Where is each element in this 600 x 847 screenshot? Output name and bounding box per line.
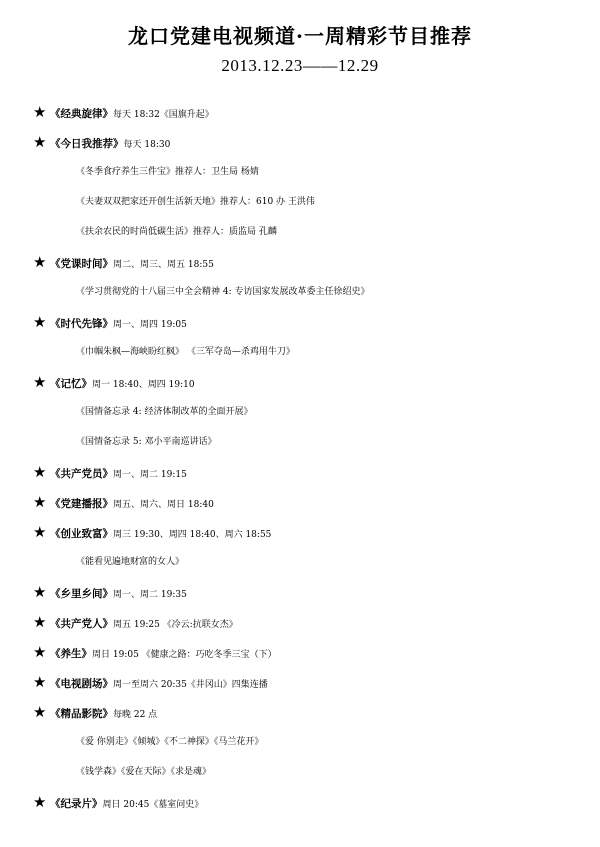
program-name: 《时代先锋》 [50, 318, 113, 330]
page-title: 龙口党建电视频道·一周精彩节目推荐 [128, 24, 472, 48]
program-schedule: 周五 19:25 《冷云:抗联女杰》 [113, 620, 238, 630]
program-row [0, 457, 600, 487]
program-name: 《党课时间》 [50, 258, 113, 270]
episode-line [0, 727, 600, 757]
program-row [0, 667, 600, 697]
program-name: 《党建播报》 [50, 498, 113, 510]
program-name: 《今日我推荐》 [50, 138, 124, 150]
episode-line [0, 397, 600, 427]
program-schedule: 周日 19:05 《健康之路：巧吃冬季三宝（下） [92, 650, 277, 660]
program-row [0, 577, 600, 607]
star-icon: ★ [33, 103, 47, 121]
episode-text: 《国情备忘录 5: 邓小平南巡讲话》 [76, 437, 217, 447]
program-row [0, 517, 600, 547]
star-icon: ★ [33, 673, 47, 691]
star-icon: ★ [33, 463, 47, 481]
program-list [0, 97, 600, 817]
program-name: 《创业致富》 [50, 528, 113, 540]
program-schedule: 周一、周四 19:05 [113, 320, 187, 330]
program-name: 《乡里乡间》 [50, 588, 113, 600]
program-schedule: 周一 18:40、周四 19:10 [92, 380, 195, 390]
date-range: 2013.12.23——12.29 [221, 56, 379, 75]
star-icon: ★ [33, 523, 47, 541]
episode-line [0, 187, 600, 217]
program-schedule: 每天 18:32《国旗升起》 [113, 110, 214, 120]
program-name: 《共产党人》 [50, 618, 113, 630]
program-schedule: 每晚 22 点 [113, 710, 158, 720]
program-name: 《记忆》 [50, 378, 92, 390]
episode-line [0, 217, 600, 247]
program-row [0, 367, 600, 397]
episode-text: 《钱学森》《爱在天际》《求是魂》 [76, 767, 212, 777]
star-icon: ★ [33, 703, 47, 721]
program-row [0, 97, 600, 127]
program-row [0, 787, 600, 817]
program-row [0, 697, 600, 727]
program-name: 《精品影院》 [50, 708, 113, 720]
episode-line [0, 547, 600, 577]
star-icon: ★ [33, 253, 47, 271]
program-schedule: 周三 19:30、周四 18:40、周六 18:55 [113, 530, 272, 540]
program-schedule: 每天 18:30 [123, 140, 171, 150]
program-row [0, 247, 600, 277]
episode-text: 《能看见遍地财富的女人》 [76, 557, 185, 567]
program-row [0, 127, 600, 157]
episode-text: 《冬季食疗养生三件宝》推荐人：卫生局 杨婧 [76, 167, 259, 177]
star-icon: ★ [33, 313, 47, 331]
program-name: 《经典旋律》 [50, 108, 113, 120]
program-row [0, 307, 600, 337]
episode-text: 《国情备忘录 4: 经济体制改革的全面开展》 [76, 407, 253, 417]
program-schedule: 周五、周六、周日 18:40 [113, 500, 214, 510]
episode-text: 《爱 你别走》《倾城》《不二神探》《马兰花开》 [76, 737, 264, 747]
star-icon: ★ [33, 133, 47, 151]
program-schedule: 周一至周六 20:35《井冈山》四集连播 [113, 680, 268, 690]
program-schedule: 周日 20:45《墓室问史》 [102, 800, 204, 810]
star-icon: ★ [33, 613, 47, 631]
program-row [0, 607, 600, 637]
episode-text: 《巾帼朱枫—海峡盼红枫》 《三军夺岛—杀鸡用牛刀》 [76, 347, 295, 357]
episode-line [0, 757, 600, 787]
program-name: 《电视剧场》 [50, 678, 113, 690]
program-row [0, 487, 600, 517]
program-name: 《纪录片》 [50, 798, 103, 810]
episode-line [0, 337, 600, 367]
program-row [0, 637, 600, 667]
program-schedule: 周二、周三、周五 18:55 [113, 260, 214, 270]
episode-text: 《扶余农民的时尚低碳生活》推荐人：质监局 孔麟 [76, 227, 277, 237]
episode-text: 《学习贯彻党的十八届三中全会精神 4: 专访国家发展改革委主任徐绍史》 [76, 287, 370, 297]
program-name: 《共产党员》 [50, 468, 113, 480]
star-icon: ★ [33, 583, 47, 601]
episode-line [0, 427, 600, 457]
episode-line [0, 277, 600, 307]
star-icon: ★ [33, 373, 47, 391]
star-icon: ★ [33, 643, 47, 661]
episode-line [0, 157, 600, 187]
star-icon: ★ [33, 793, 47, 811]
program-schedule: 周一、周二 19:15 [113, 470, 187, 480]
episode-text: 《夫妻双双把家还开创生活新天地》推荐人：610 办 王洪伟 [76, 197, 315, 207]
program-schedule: 周一、周二 19:35 [113, 590, 187, 600]
program-name: 《养生》 [50, 648, 92, 660]
star-icon: ★ [33, 493, 47, 511]
